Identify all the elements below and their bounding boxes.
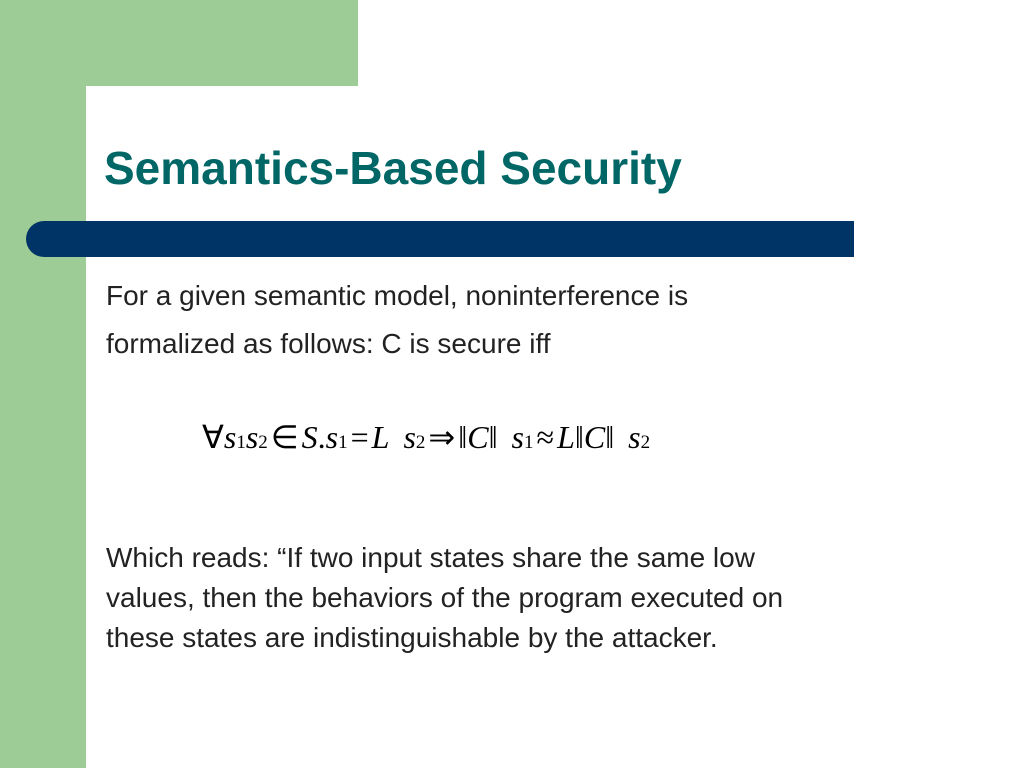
dot-symbol: . <box>317 419 326 455</box>
norm-close: ‖ <box>605 419 615 455</box>
approx-symbol: ≈ <box>536 419 555 455</box>
top-decor-band <box>0 0 358 86</box>
var-s: s <box>325 419 339 455</box>
explanation-paragraph <box>106 538 986 658</box>
explanation-line-1: Which reads: “If two input states share the same low <box>106 542 755 573</box>
var-s: s <box>403 419 416 455</box>
explanation-line-3: these states are indistinguishable by the attacker. <box>106 622 718 653</box>
var-s: s <box>628 419 641 455</box>
title-rule-bar <box>26 221 854 257</box>
intro-line-1: For a given semantic model, noninterference is <box>106 280 689 311</box>
var-C: C <box>467 419 489 455</box>
intro-paragraph <box>106 272 986 368</box>
forall-symbol: ∀ <box>202 419 224 455</box>
noninterference-formula: ∀ s 1 s 2 ∈ S . s 1 = L s 2 ⇒ ‖ C ‖ s 1 ≈ L ‖ C ‖ s 2 <box>202 419 651 455</box>
var-S: S <box>301 419 318 455</box>
subscript-L: L <box>557 419 575 455</box>
subscript-L: L <box>371 419 390 455</box>
explanation-line-2: values, then the behaviors of the program executed on <box>106 582 784 613</box>
left-decor-band <box>0 0 86 768</box>
norm-close: ‖ <box>488 419 498 455</box>
element-of-symbol: ∈ <box>270 419 299 455</box>
slide-title: Semantics-Based Security <box>104 142 682 194</box>
norm-open: ‖ <box>458 419 468 455</box>
intro-line-2: formalized as follows: C is secure iff <box>106 328 551 359</box>
norm-open: ‖ <box>574 419 584 455</box>
equals-symbol: = <box>350 419 369 455</box>
var-s: s <box>511 419 524 455</box>
var-s: s <box>223 419 237 455</box>
implies-symbol: ⇒ <box>428 419 456 455</box>
var-C: C <box>583 419 606 455</box>
var-s: s <box>245 419 259 455</box>
